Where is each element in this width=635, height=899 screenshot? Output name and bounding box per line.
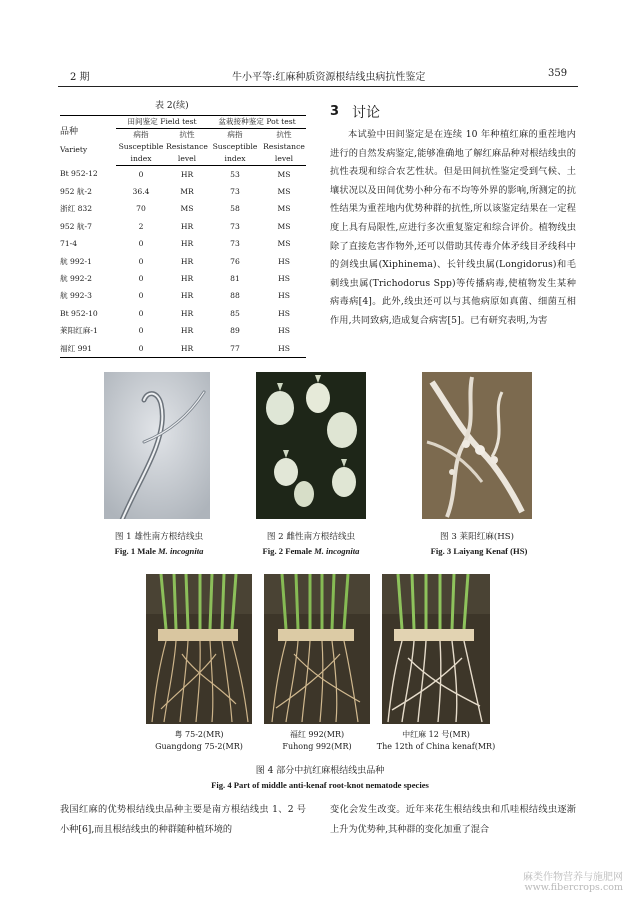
table-row: Bt 952-10 0 HR 85 HS	[60, 308, 290, 318]
header-issue: 2 期	[70, 72, 90, 83]
table-row: 航 992-1 0 HR 76 HS	[60, 256, 290, 266]
fig3-caption-cn: 图 3 莱阳红麻(HS)	[440, 532, 514, 542]
page-number: 359	[548, 68, 568, 79]
pot-level-en: Resistance	[263, 142, 305, 151]
table-caption: 表 2(续)	[155, 101, 189, 111]
photo-fuhong-992	[264, 574, 370, 724]
running-title: 牛小平等:红麻种质资源根结线虫病抗性鉴定	[232, 72, 426, 83]
photo-male-nematode	[104, 372, 210, 519]
variety-caption-cn: 福红 992(MR)	[289, 730, 345, 739]
variety-caption-en: The 12th of China kenaf(MR)	[376, 742, 496, 751]
fig2-caption-en: Fig. 2 Female M. incognita	[262, 546, 360, 556]
fig3-caption-en: Fig. 3 Laiyang Kenaf (HS)	[430, 546, 528, 556]
table-row: 952 航-7 2 HR 73 MS	[60, 221, 291, 231]
bottom-left-text: 我国红麻的优势根结线虫品种主要是南方根结线虫 1、2 号小种[6],而且根结线虫的种群随种植环境的	[60, 804, 306, 835]
table-row: 航 992-3 0 HR 88 HS	[60, 291, 290, 301]
table-row: 71-4 0 HR 73 MS	[60, 239, 291, 249]
field-index-en2: index	[116, 153, 166, 166]
variety-caption-cn: 粤 75-2(MR)	[174, 730, 224, 739]
photo-guangdong-75-2	[146, 574, 252, 724]
section-title: 讨论	[352, 105, 380, 121]
photo-laiyang-kenaf-roots	[422, 372, 532, 519]
resistance-table	[60, 115, 306, 358]
bottom-right-text: 变化会发生改变。近年来花生根结线虫和爪哇根结线虫逐渐上升为优势种,其种群的变化加重了混合	[330, 804, 576, 835]
section-number: 3	[330, 104, 340, 119]
field-test-header: 田间鉴定 Field test	[116, 116, 208, 129]
field-level-en2: level	[166, 153, 208, 166]
pot-index-en2: index	[208, 153, 262, 166]
pot-index-en: Susceptible	[212, 142, 258, 151]
discussion-paragraph: 本试验中田间鉴定是在连续 10 年种植红麻的重茬地内进行的自然发病鉴定,能够准确地了解红麻品种对根结线虫的抗性表现和综合农艺性状。但是田间抗性鉴定受到气候、土壤状况以及田间优势小种分布不均等外界的影响,所测定的抗性结果为重茬地内优势种群的抗性,所以该鉴定结果在一定程度上具有局限性,应进行多次重复鉴定和综合评价。植物线虫除了直接危害作物外,还可以借助其传毒介体矛线目矛线科中的剑线虫属(Xiphinema)、长针线虫属(Longidorus)和毛刺线虫属(Trichodorus Spp)等传播病毒,使植物发生某种病毒病[4]。此外,线虫还可以与其他病原如真菌、细菌互相作用,共同致病,造成复合病害[5]。已有研究表明,为害	[330, 129, 576, 326]
field-index-en: Susceptible	[118, 142, 164, 151]
field-index-cn: 病指	[133, 130, 149, 139]
table-row: 952 航-2 36.4 MR 73 MS	[60, 187, 291, 197]
photo-female-nematode	[256, 372, 366, 519]
fig4-caption-en: Fig. 4 Part of middle anti-kenaf root-knot nematode species	[211, 780, 429, 790]
pot-level-cn: 抗性	[276, 130, 292, 139]
table-row: 浙红 832 70 MS 58 MS	[60, 204, 291, 214]
fig1-caption-en: Fig. 1 Male M. incognita	[114, 546, 204, 556]
field-level-cn: 抗性	[179, 130, 195, 139]
watermark-url: www.fibercrops.com	[524, 882, 623, 893]
variety-caption-cn: 中红麻 12 号(MR)	[402, 730, 470, 739]
table-row: 福红 991 0 HR 77 HS	[60, 340, 306, 358]
fig4-caption-cn: 图 4 部分中抗红麻根结线虫品种	[255, 766, 385, 776]
table-row: 航 992-2 0 HR 81 HS	[60, 274, 290, 284]
variety-caption-en: Fuhong 992(MR)	[282, 742, 352, 751]
photo-china-kenaf-12	[382, 574, 490, 724]
pot-test-header: 盆栽接种鉴定 Pot test	[208, 116, 306, 129]
fig2-caption-cn: 图 2 雌性南方根结线虫	[266, 532, 356, 542]
pot-index-cn: 病指	[227, 130, 243, 139]
fig1-caption-cn: 图 1 雄性南方根结线虫	[114, 532, 204, 542]
table-row: 莱阳红麻-1 0 HR 89 HS	[60, 326, 290, 336]
pot-level-en2: level	[262, 153, 306, 166]
watermark-title: 麻类作物营养与施肥网	[523, 872, 623, 883]
table-row: Bt 952-12 0 HR 53 MS	[60, 169, 291, 179]
col-variety-header: 品种 Variety	[60, 116, 116, 166]
variety-caption-en: Guangdong 75-2(MR)	[155, 742, 243, 751]
header-rule	[58, 86, 578, 87]
field-level-en: Resistance	[166, 142, 208, 151]
